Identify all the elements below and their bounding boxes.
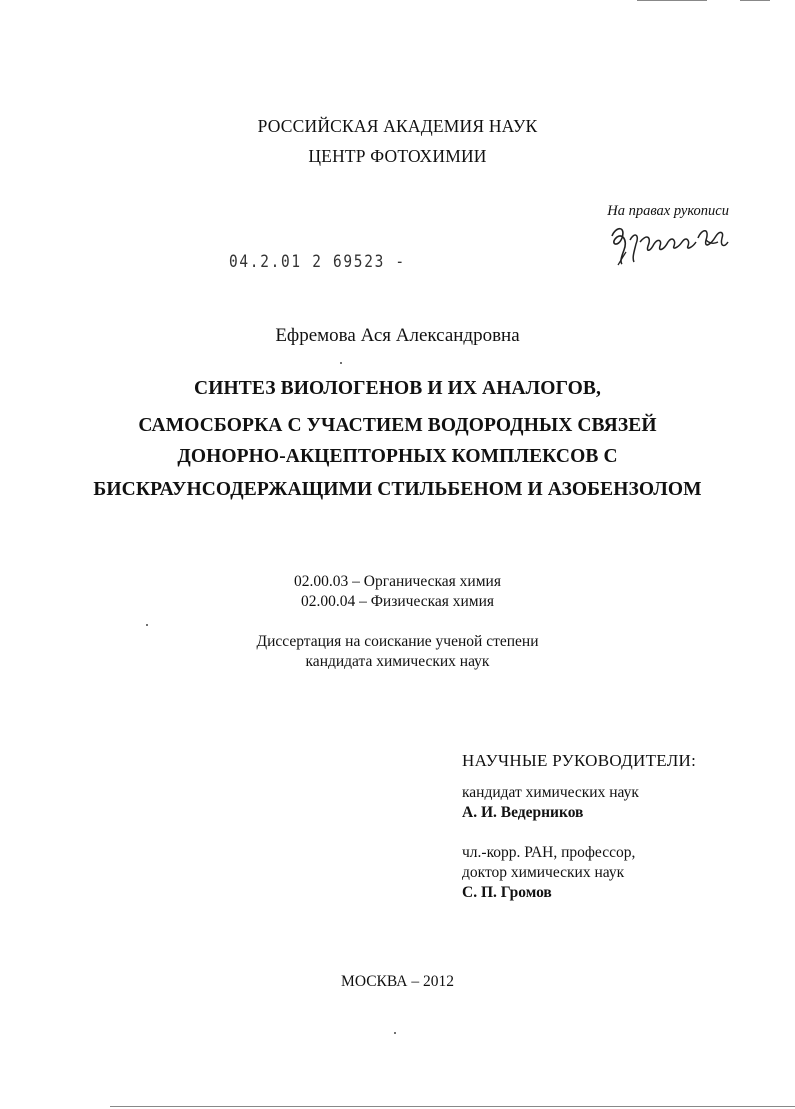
supervisor-1-degree: кандидат химических наук xyxy=(462,784,639,801)
supervisor-2-name: С. П. Громов xyxy=(462,884,552,901)
manuscript-note: На правах рукописи xyxy=(607,203,729,219)
dissertation-line-1: Диссертация на соискание ученой степени xyxy=(256,633,539,650)
title-line-1: СИНТЕЗ ВИОЛОГЕНОВ И ИХ АНАЛОГОВ, xyxy=(194,378,601,399)
supervisor-2-title: чл.-корр. РАН, профессор, xyxy=(462,844,636,861)
specialty-physical: 02.00.04 – Физическая химия xyxy=(300,593,495,610)
title-line-2: САМОСБОРКА С УЧАСТИЕМ ВОДОРОДНЫХ СВЯЗЕЙ xyxy=(138,415,657,436)
supervisor-1-name: А. И. Ведерников xyxy=(462,804,584,821)
supervisor-2-degree: доктор химических наук xyxy=(462,864,625,881)
top-scan-rule xyxy=(637,0,707,1)
handwritten-signature xyxy=(606,218,731,266)
city-year: МОСКВА – 2012 xyxy=(341,973,454,990)
organization-name: РОССИЙСКАЯ АКАДЕМИЯ НАУК xyxy=(257,116,538,136)
supervisors-heading: НАУЧНЫЕ РУКОВОДИТЕЛИ: xyxy=(462,751,697,770)
scan-speck xyxy=(146,624,148,626)
dissertation-line-2: кандидата химических наук xyxy=(305,653,490,670)
scan-speck xyxy=(340,362,342,364)
author-name: Ефремова Ася Александровна xyxy=(275,325,520,346)
bottom-scan-rule xyxy=(110,1106,795,1107)
top-scan-rule-short xyxy=(740,0,770,1)
registration-stamp: 04.2.01 2 69523 - xyxy=(229,252,406,272)
title-line-3: ДОНОРНО-АКЦЕПТОРНЫХ КОМПЛЕКСОВ С xyxy=(177,446,618,467)
specialty-organic: 02.00.03 – Органическая химия xyxy=(294,573,501,590)
center-name: ЦЕНТР ФОТОХИМИИ xyxy=(308,146,487,166)
title-line-4: БИСКРАУНСОДЕРЖАЩИМИ СТИЛЬБЕНОМ И АЗОБЕНЗОЛОМ xyxy=(93,479,702,500)
scan-speck xyxy=(394,1032,396,1034)
